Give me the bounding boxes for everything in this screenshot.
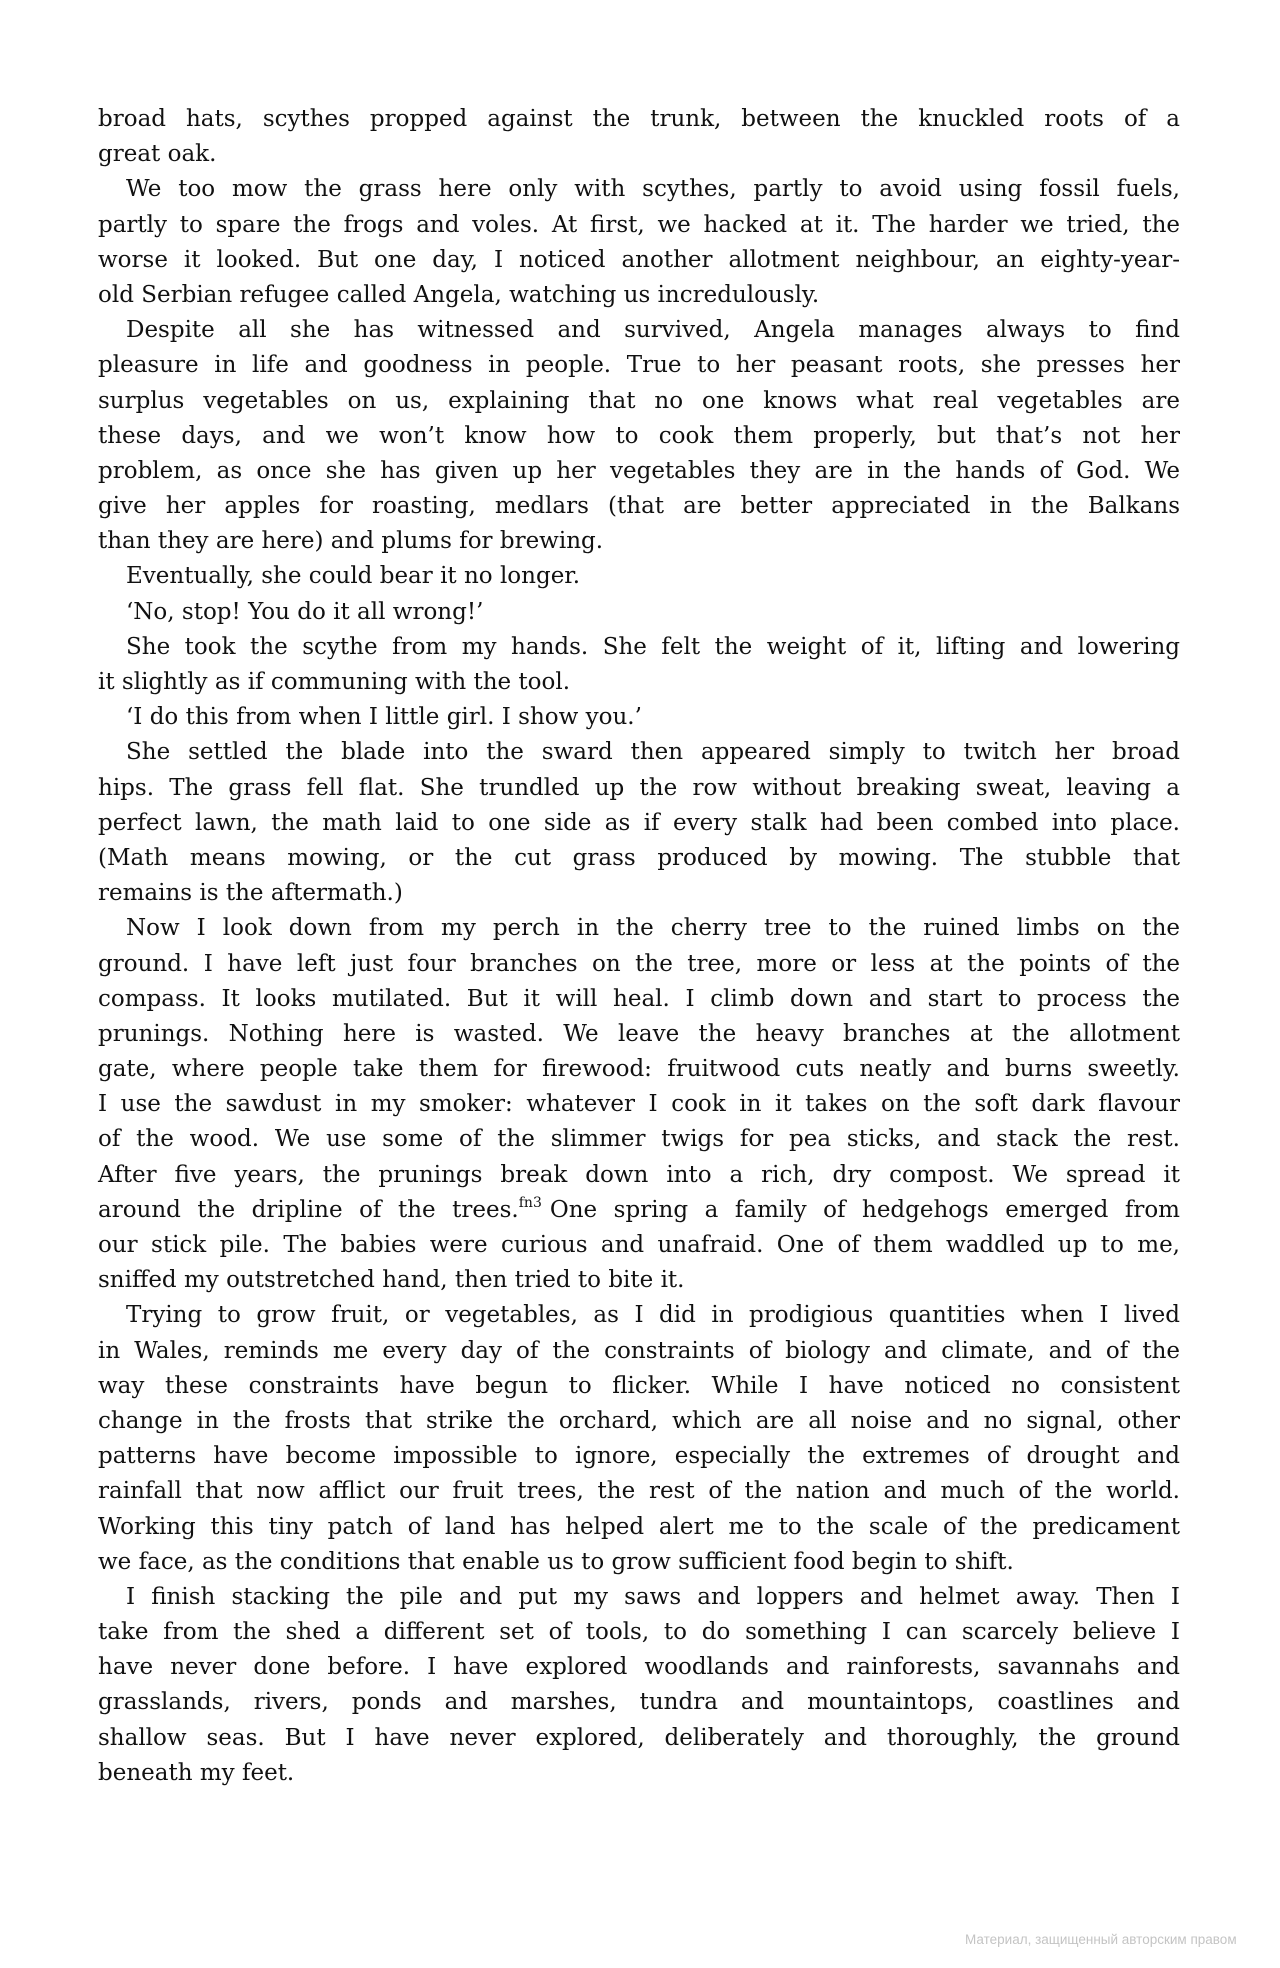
text-line: hips. The grass fell flat. She trundled up the row without breaking sweat, leaving a xyxy=(98,774,1180,801)
text-line: change in the frosts that strike the orchard, which are all noise and no signal, other xyxy=(98,1407,1180,1434)
paragraph xyxy=(98,911,1180,1298)
text-line: broad hats, scythes propped against the trunk, between the knuckled roots of a xyxy=(98,106,1180,132)
text-line: After five years, the prunings break down into a rich, dry compost. We spread it xyxy=(98,1161,1180,1188)
paragraph xyxy=(98,559,1180,594)
text-line: great oak. xyxy=(98,141,217,168)
book-page-body xyxy=(98,102,1180,1791)
text-line: remains is the aftermath.) xyxy=(98,880,403,907)
text-line: than they are here) and plums for brewing. xyxy=(98,528,604,555)
text-line: prunings. Nothing here is wasted. We leave the heavy branches at the allotment xyxy=(98,1020,1180,1047)
text-line: patterns have become impossible to ignore, especially the extremes of drought and xyxy=(98,1443,1180,1470)
paragraph xyxy=(98,735,1180,911)
text-line: gate, where people take them for firewood: fruitwood cuts neatly and burns sweetly. xyxy=(98,1056,1180,1083)
text-line: We too mow the grass here only with scythes, partly to avoid using fossil fuels, xyxy=(126,176,1180,203)
paragraph xyxy=(98,1298,1180,1580)
text-line: She settled the blade into the sward then appeared simply to twitch her broad xyxy=(126,739,1180,766)
text-line: I use the sawdust in my smoker: whatever I cook in it takes on the soft dark flavour xyxy=(98,1091,1180,1118)
copyright-watermark: Материал, защищенный авторским правом xyxy=(965,1932,1237,1947)
paragraph xyxy=(98,1580,1180,1791)
text-line: we face, as the conditions that enable us to grow sufficient food begin to shift. xyxy=(98,1548,1014,1575)
text-line: of the wood. We use some of the slimmer twigs for pea sticks, and stack the rest. xyxy=(98,1126,1180,1153)
text-line: take from the shed a different set of tools, to do something I can scarcely believe I xyxy=(98,1619,1180,1646)
text-segment: around the dripline of the trees. xyxy=(98,1196,519,1223)
text-line: give her apples for roasting, medlars (that are better appreciated in the Balkans xyxy=(98,493,1180,520)
text-line: have never done before. I have explored woodlands and rainforests, savannahs and xyxy=(98,1654,1180,1681)
text-line: Despite all she has witnessed and survived, Angela manages always to find xyxy=(126,317,1180,344)
text-line: surplus vegetables on us, explaining that no one knows what real vegetables are xyxy=(98,387,1180,414)
dialogue-paragraph xyxy=(98,700,1180,735)
text-line: grasslands, rivers, ponds and marshes, tundra and mountaintops, coastlines and xyxy=(98,1689,1180,1716)
text-line: problem, as once she has given up her vegetables they are in the hands of God. We xyxy=(98,457,1180,484)
text-segment: One spring a family of hedgehogs emerged from xyxy=(549,1196,1180,1223)
text-line: partly to spare the frogs and voles. At first, we hacked at it. The harder we tried, the xyxy=(98,211,1180,238)
text-line: Working this tiny patch of land has helped alert me to the scale of the predicament xyxy=(98,1513,1180,1540)
text-line: sniffed my outstretched hand, then tried to bite it. xyxy=(98,1267,685,1294)
text-line: I finish stacking the pile and put my saws and loppers and helmet away. Then I xyxy=(126,1583,1180,1610)
text-line: these days, and we won’t know how to cook them properly, but that’s not her xyxy=(98,422,1180,449)
text-line: in Wales, reminds me every day of the constraints of biology and climate, and of the xyxy=(98,1337,1180,1364)
dialogue-paragraph xyxy=(98,595,1180,630)
text-line: ground. I have left just four branches on the tree, more or less at the points of the xyxy=(98,950,1180,977)
text-line: Trying to grow fruit, or vegetables, as I did in prodigious quantities when I lived xyxy=(126,1302,1180,1329)
footnote-marker-link[interactable]: fn3 xyxy=(518,1194,542,1211)
text-line: beneath my feet. xyxy=(98,1759,295,1786)
text-line: compass. It looks mutilated. But it will heal. I climb down and start to process the xyxy=(98,985,1180,1012)
text-line: it slightly as if communing with the tool. xyxy=(98,669,571,695)
text-line: Now I look down from my perch in the cherry tree to the ruined limbs on the xyxy=(126,915,1180,942)
text-line: Eventually, she could bear it no longer. xyxy=(126,563,581,590)
text-line: rainfall that now afflict our fruit trees, the rest of the nation and much of the world. xyxy=(98,1478,1180,1505)
paragraph xyxy=(98,102,1180,172)
paragraph xyxy=(98,630,1180,700)
text-line: old Serbian refugee called Angela, watching us incredulously. xyxy=(98,281,820,308)
text-line: way these constraints have begun to flicker. While I have noticed no consistent xyxy=(98,1372,1180,1399)
paragraph xyxy=(98,313,1180,559)
text-line: worse it looked. But one day, I noticed another allotment neighbour, an eighty-year- xyxy=(98,246,1180,273)
text-line: shallow seas. But I have never explored, deliberately and thoroughly, the ground xyxy=(98,1724,1180,1751)
footnote-text-line xyxy=(98,1193,1180,1228)
text-line: (Math means mowing, or the cut grass produced by mowing. The stubble that xyxy=(98,844,1180,871)
text-line: She took the scythe from my hands. She felt the weight of it, lifting and lowering xyxy=(126,633,1180,660)
text-line: our stick pile. The babies were curious and unafraid. One of them waddled up to me, xyxy=(98,1232,1180,1258)
text-line: ‘I do this from when I little girl. I show you.’ xyxy=(126,704,642,731)
text-line: pleasure in life and goodness in people. True to her peasant roots, she presses her xyxy=(98,352,1180,379)
paragraph xyxy=(98,172,1180,313)
text-line: perfect lawn, the math laid to one side as if every stalk had been combed into place. xyxy=(98,809,1180,836)
text-line: ‘No, stop! You do it all wrong!’ xyxy=(126,598,484,625)
